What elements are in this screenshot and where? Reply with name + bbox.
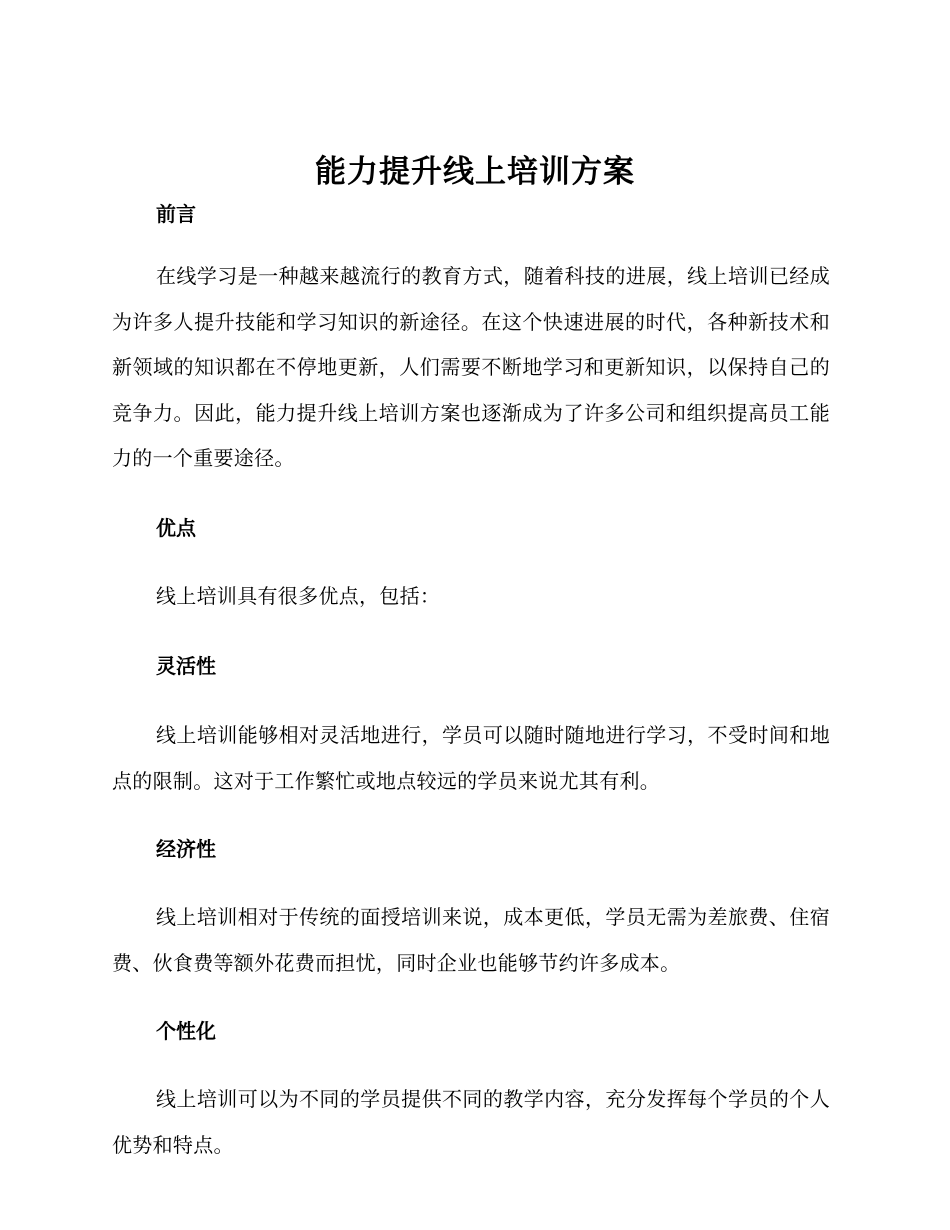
section-heading-economy: 经济性 [156,837,216,861]
section-heading-advantages: 优点 [156,515,196,540]
document-title: 能力提升线上培训方案 [315,154,635,190]
paragraph-intro: 在线学习是一种越来越流行的教育方式，随着科技的进展，线上培训已经成为许多人提升技能和学习知识的新途径。在这个快速进展的时代，各种新技术和新领域的知识都在不停地更新，人们需要不断地学习和更新知识，以保持自己的竞争力。因此，能力提升线上培训方案也逐渐成为了许多公司和组织提高员工能力的一个重要途径。 [112,264,830,470]
section-heading-intro: 前言 [156,202,196,226]
paragraph-flexibility: 线上培训能够相对灵活地进行，学员可以随时随地进行学习，不受时间和地点的限制。这对于工作繁忙或地点较远的学员来说尤其有利。 [112,723,830,793]
section-heading-flexibility: 灵活性 [156,654,216,678]
paragraph-personalization: 线上培训可以为不同的学员提供不同的教学内容，充分发挥每个学员的个人优势和特点。 [112,1087,830,1157]
paragraph-advantages: 线上培训具有很多优点，包括： [156,583,441,608]
paragraph-economy: 线上培训相对于传统的面授培训来说，成本更低，学员无需为差旅费、住宿费、伙食费等额外花费而担忧，同时企业也能够节约许多成本。 [112,905,830,975]
section-heading-personalization: 个性化 [156,1019,216,1043]
